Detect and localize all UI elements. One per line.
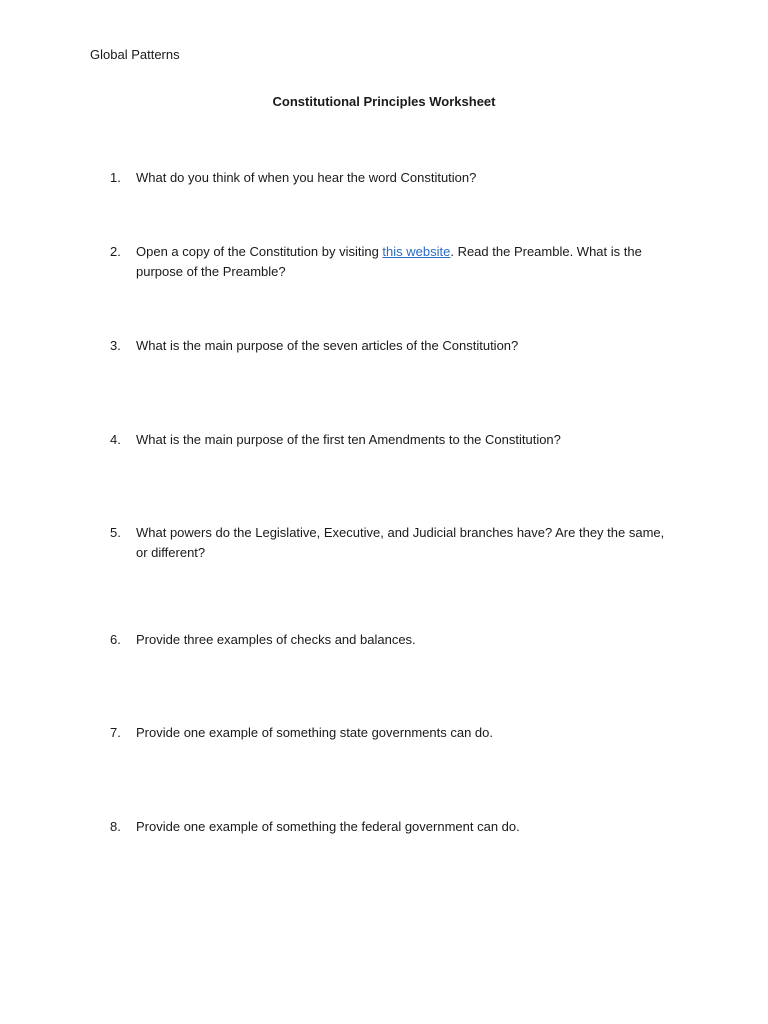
question-text bbox=[136, 242, 670, 281]
question-text: Provide one example of something the federal government can do. bbox=[136, 819, 520, 834]
question-7 bbox=[110, 723, 670, 743]
question-5 bbox=[110, 523, 670, 562]
question-8 bbox=[110, 817, 670, 837]
question-3 bbox=[110, 336, 670, 356]
question-text: What is the main purpose of the seven articles of the Constitution? bbox=[136, 338, 519, 353]
page-title: Constitutional Principles Worksheet bbox=[272, 94, 496, 109]
question-number: 5. bbox=[110, 525, 121, 540]
question-number: 4. bbox=[110, 432, 121, 447]
question-number: 6. bbox=[110, 632, 121, 647]
question-text: What is the main purpose of the first ten Amendments to the Constitution? bbox=[136, 432, 561, 447]
question-number: 8. bbox=[110, 819, 121, 834]
question-text-after-link: . Read the Preamble. What is the purpose of the Preamble? bbox=[136, 244, 642, 279]
question-text: What do you think of when you hear the word Constitution? bbox=[136, 170, 477, 185]
document-header: Global Patterns bbox=[90, 47, 180, 62]
question-number: 7. bbox=[110, 725, 121, 740]
question-text: Provide three examples of checks and balances. bbox=[136, 632, 416, 647]
question-4 bbox=[110, 430, 670, 450]
question-number: 3. bbox=[110, 338, 121, 353]
question-number: 2. bbox=[110, 244, 121, 259]
website-link[interactable]: this website bbox=[382, 244, 451, 259]
question-6 bbox=[110, 630, 670, 650]
question-text: What powers do the Legislative, Executive, and Judicial branches have? Are they the same, or different? bbox=[136, 525, 665, 560]
question-2 bbox=[110, 242, 670, 281]
question-1 bbox=[110, 168, 670, 188]
question-number: 1. bbox=[110, 170, 121, 185]
question-text-before-link: Open a copy of the Constitution by visiting bbox=[136, 244, 383, 259]
question-text: Provide one example of something state governments can do. bbox=[136, 725, 493, 740]
